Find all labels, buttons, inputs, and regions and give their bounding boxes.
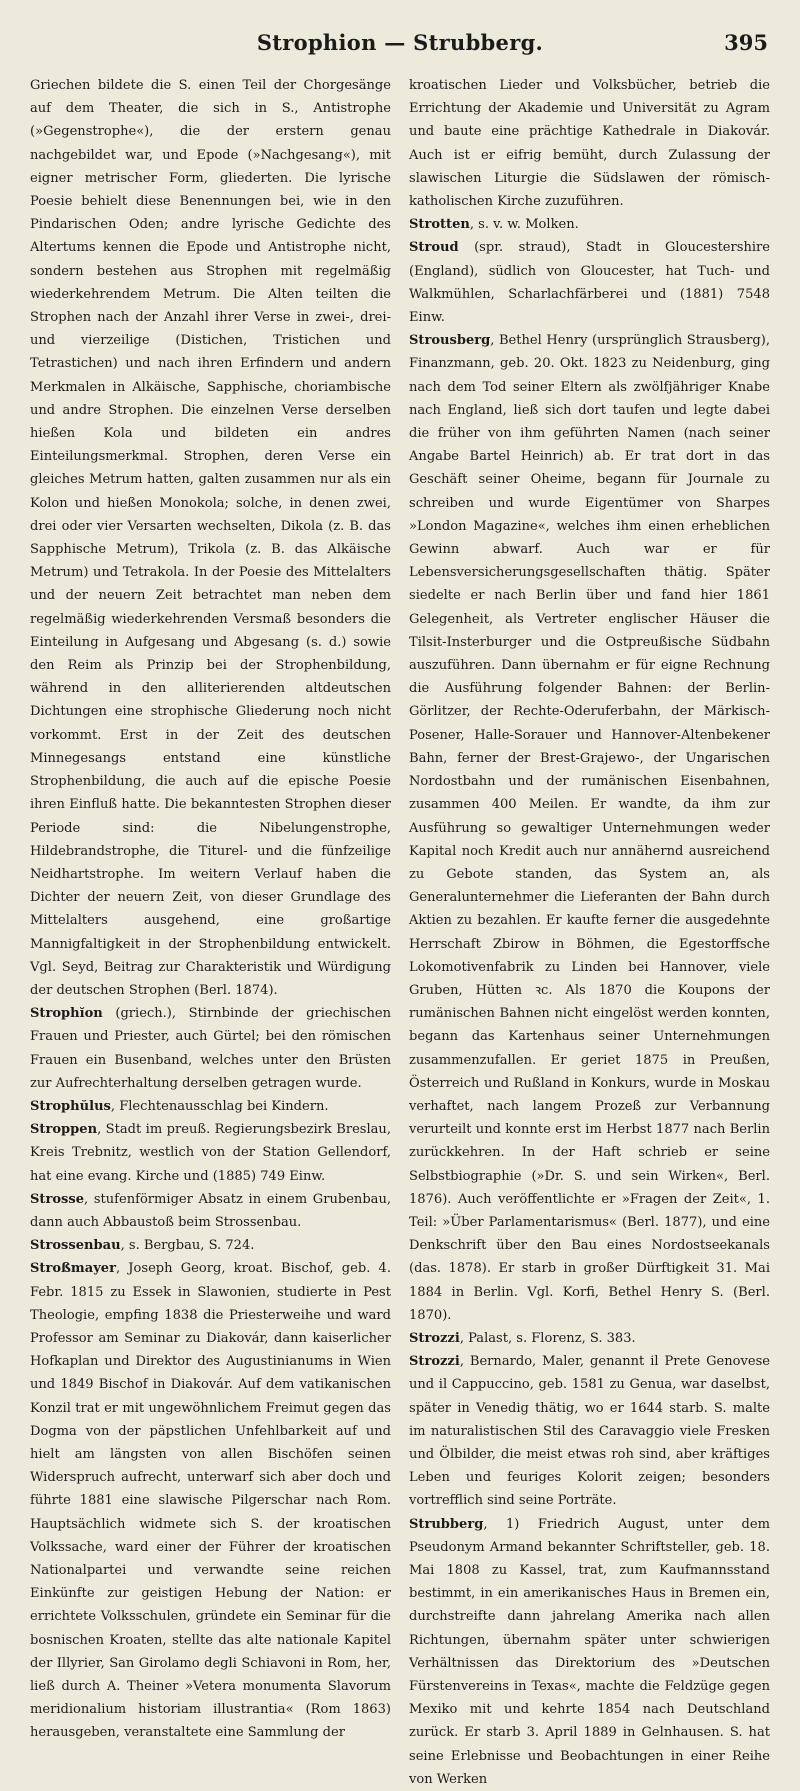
entry-headword: Strubberg [409,1516,484,1532]
entry-strophion [30,1002,391,1095]
entry-headword: Strousberg [409,333,491,349]
entry-headword: Strophĭon [30,1006,103,1022]
entry-strozzi-palace [409,1327,770,1350]
entry-text: , stufenförmiger Absatz in einem Grubenbau, dann auch Abbaustoß beim Strossenbau. [30,1191,391,1230]
entry-text: Griechen bildete die S. einen Teil der Chorgesänge auf dem Theater, die sich in S., Antistrophe (»Gegenstrophe«), die der erstern genau nachgebildet war, und Epode (»Nachgesang«), mit eigner metrischer Form, gliederten. Die lyrische Poesie behielt diese Benennungen bei, wie in den Pindarischen Oden; andre lyrische Gedichte des Altertums kennen die Epode und Antistrophe nicht, sondern bestehen aus Strophen mit regelmäßig wiederkehrendem Metrum. Die Alten teilten die Strophen nach der Anzahl ihrer Verse in zwei-, drei- und vierzeilige (Distichen, Tristichen und Tetrastichen) und nach ihren Erfindern und andern Merkmalen in Alkäische, Sapphische, choriambische und andre Strophen. Die einzelnen Verse derselben hießen Kola und bildeten ein andres Einteilungsmerkmal. Strophen, deren Verse ein gleiches Metrum hatten, galten zusammen nur als ein Kolon und hießen Monokola; solche, in denen zwei, drei oder vier Versarten wechselten, Dikola (z. B. das Sapphische Metrum), Trikola (z. B. das Alkäische Metrum) und Tetrakola. In der Poesie des Mittelalters und der neuern Zeit betrachtet man neben dem regelmäßig wiederkehrenden Versmaß besonders die Einteilung in Aufgesang und Abgesang (s. d.) sowie den Reim als Prinzip bei der Strophenbildung, während in den alliterierenden altdeutschen Dichtungen eine strophische Gliederung noch nicht vorkommt. Erst in der Zeit des deutschen Minnegesangs entstand eine künstliche Strophenbildung, die auch auf die epische Poesie ihren Einfluß hatte. Die bekanntesten Strophen dieser Periode sind: die Nibelungenstrophe, Hildebrandstrophe, die Titurel- und die fünfzeilige Neidhartstrophe. Im weitern Verlauf haben die Dichter der neuern Zeit, von dieser Grundlage des Mittelalters ausgehend, eine großartige Mannigfaltigkeit in der Strophenbildung entwickelt. Vgl. Seyd, Beitrag zur Charakteristik und Würdigung der deutschen Strophen (Berl. 1874). [30,78,391,998]
entry-text: , Stadt im preuß. Regierungsbezirk Breslau, Kreis Trebnitz, westlich von der Station Gellendorf, hat eine evang. Kirche und (1885) 749 Einw. [30,1122,391,1184]
entry-text: , s. Bergbau, S. 724. [120,1238,255,1254]
entry-headword: Strotten [409,217,470,233]
entry-strotten [409,213,770,236]
entry-headword: Strozzi [409,1354,460,1370]
entry-strophulus [30,1095,391,1118]
text-columns [30,74,770,1791]
entry-text: , s. v. w. Molken. [469,217,579,233]
entry-text: , Flechtenausschlag bei Kindern. [110,1098,329,1114]
entry-strossmayer [30,1257,391,1744]
entry-text: , Bernardo, Maler, genannt il Prete Genovese und il Cappuccino, geb. 1581 zu Genua, war daselbst, später in Venedig thätig, wo er 1644 starb. S. malte im naturalistischen Stil des Caravaggio viele Fresken und Ölbilder, die meist etwas roh sind, aber kräftiges Leben und feuriges Kolorit zeigen; besonders vortrefflich sind seine Porträte. [409,1354,770,1509]
page-header [30,30,770,62]
entry-text: , Bethel Henry (ursprünglich Strausberg), Finanzmann, geb. 20. Okt. 1823 zu Neidenburg, ging nach dem Tod seiner Eltern als zwölfjähriger Knabe nach England, ließ sich dort taufen und legte dabei die früher von ihm geführten Namen (nach seiner Angabe Bartel Heinrich) ab. Er trat dort in das Geschäft seiner Oheime, begann für Journale zu schreiben und wurde Eigentümer von Sharpes »London Magazine«, welches ihm einen erheblichen Gewinn abwarf. Auch war er für Lebensversicherungsgesellschaften thätig. Später siedelte er nach Berlin über und fand hier 1861 Gelegenheit, als Vertreter englischer Häuser die Tilsit-Insterburger und die Ostpreußische Südbahn auszuführen. Dann übernahm er für eigne Rechnung die Ausführung folgender Bahnen: der Berlin-Görlitzer, der Rechte-Oderuferbahn, der Märkisch-Posener, Halle-Sorauer und Hannover-Altenbekener Bahn, ferner der Brest-Grajewo-, der Ungarischen Nordostbahn und der rumänischen Eisenbahnen, zusammen 400 Meilen. Er wandte, da ihm zur Ausführung so gewaltiger Unternehmungen weder Kapital noch Kredit auch nur annähernd ausreichend zu Gebote standen, das System an, als Generalunternehmer die Lieferanten der Bahn durch Aktien zu bezahlen. Er kaufte ferner die ausgedehnte Herrschaft Zbirow in Böhmen, die Egestorffsche Lokomotivenfabrik zu Linden bei Hannover, viele Gruben, Hütten ꝛc. Als 1870 die Koupons der rumänischen Bahnen nicht eingelöst werden konnten, begann das Kartenhaus seiner Unternehmungen zusammenzufallen. Er geriet 1875 in Preußen, Österreich und Rußland in Konkurs, wurde in Moskau verhaftet, nach langem Prozeß zur Verbannung verurteilt und konnte erst im Herbst 1877 nach Berlin zurückkehren. In der Haft schrieb er seine Selbstbiographie (»Dr. S. und sein Wirken«, Berl. 1876). Auch veröffentlichte er »Fragen der Zeit«, 1. Teil: »Über Parlamentarismus« (Berl. 1877), und eine Denkschrift über den Bau eines Nordostseekanals (das. 1878). Er starb in großer Dürftigkeit 31. Mai 1884 in Berlin. Vgl. Korfi, Bethel Henry S. (Berl. 1870). [409,333,770,1323]
right-column [409,74,770,1791]
entry-headword: Strosse [30,1191,85,1207]
entry-strousberg [409,329,770,1327]
entry-stroppen [30,1118,391,1188]
entry-strozzi-painter [409,1350,770,1512]
entry-strosse [30,1188,391,1234]
entry-text: , 1) Friedrich August, unter dem Pseudonym Armand bekannter Schriftsteller, geb. 18. Mai 1808 zu Kassel, trat, zum Kaufmannsstand bestimmt, in ein amerikanisches Haus in Bremen ein, durchstreifte dann jahrelang Amerika nach allen Richtungen, übernahm später unter schwierigen Verhältnissen das Direktorium des »Deutschen Fürstenvereins in Texas«, machte die Feldzüge gegen Mexiko mit und kehrte 1854 nach Deutschland zurück. Er starb 3. April 1889 in Gelnhausen. S. hat seine Erlebnisse und Beobachtungen in einer Reihe von Werken [409,1516,770,1787]
entry-headword: Strophŭlus [30,1098,111,1114]
entry-text: (spr. straud), Stadt in Gloucestershire (England), südlich von Gloucester, hat Tuch- und Walkmühlen, Scharlachfärberei und (1881) 7548 Einw. [409,240,770,326]
entry-text: , Joseph Georg, kroat. Bischof, geb. 4. Febr. 1815 zu Essek in Slawonien, studierte in Pest Theologie, empfing 1838 die Priesterweihe und ward Professor am Seminar zu Diakovár, dann kaiserlicher Hofkaplan und Direktor des Augustinianums in Wien und 1849 Bischof in Diakovár. Auf dem vatikanischen Konzil trat er mit ungewöhnlichem Freimut gegen das Dogma von der päpstlichen Unfehlbarkeit auf und hielt am längsten von allen Bischöfen seinen Widerspruch aufrecht, unterwarf sich aber doch und führte 1881 eine slawische Pilgerschar nach Rom. Hauptsächlich widmete sich S. der kroatischen Volkssache, ward einer der Führer der kroatischen Nationalpartei und verwandte seine reichen Einkünfte zur geistigen Hebung der Nation: er errichtete Volksschulen, gründete ein Seminar für die bosnischen Kroaten, stellte das alte nationale Kapitel der Illyrier, San Girolamo degli Schiavoni in Rom, her, ließ durch A. Theiner »Vetera monumenta Slavorum meridionalium historiam illustrantia« (Rom 1863) herausgeben, veranstaltete eine Sammlung der [30,1261,391,1741]
entry-text: kroatischen Lieder und Volksbücher, betrieb die Errichtung der Akademie und Universität zu Agram und baute eine prächtige Kathedrale in Diakovár. Auch ist er eifrig bemüht, durch Zulassung der slawischen Liturgie die Südslawen der römisch-katholischen Kirche zuzuführen. [409,78,770,210]
entry-continuation [409,74,770,213]
entry-headword: Stroßmayer [30,1261,116,1277]
entry-text: , Palast, s. Florenz, S. 383. [459,1330,636,1346]
entry-text: (griech.), Stirnbinde der griechischen Frauen und Priester, auch Gürtel; bei den römischen Frauen ein Busenband, welches unter den Brüsten zur Aufrechterhaltung derselben getragen wurde. [30,1006,391,1091]
entry-headword: Stroppen [30,1122,98,1138]
running-title: Strophion — Strubberg. [256,30,544,55]
entry-headword: Strozzi [409,1330,460,1346]
entry-strubberg [409,1513,770,1791]
entry-headword: Stroud [409,240,459,256]
entry-stroud [409,236,770,329]
entry-headword: Strossenbau [30,1238,121,1254]
page-number: 395 [724,30,768,55]
left-column [30,74,391,1791]
entry-continuation [30,74,391,1002]
entry-strossenbau [30,1234,391,1257]
